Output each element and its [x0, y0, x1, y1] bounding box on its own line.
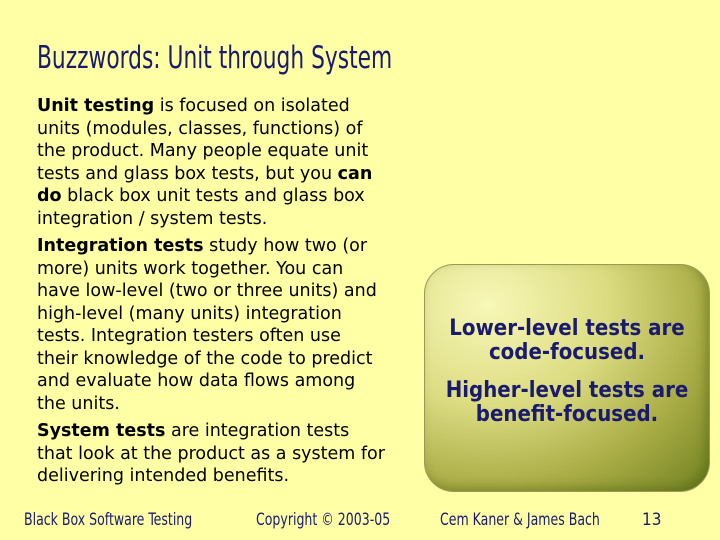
- footer-page-number: 13: [642, 510, 662, 530]
- callout-line: Lower-level tests are: [449, 316, 685, 341]
- paragraph-text: is focused on isolated units (modules, classes, functions) of the product. Many people equate unit tests and glass box tests, but you: [37, 96, 369, 184]
- footer-authors: Cem Kaner & James Bach: [440, 510, 600, 530]
- emphasis-can-do: can do: [37, 163, 373, 206]
- term-system-tests: System tests: [37, 421, 166, 441]
- paragraph-text: black box unit tests and glass box integration / system tests.: [37, 186, 365, 229]
- paragraph-system-tests: [37, 420, 387, 488]
- callout-text: [425, 317, 709, 427]
- callout-line: Higher-level tests are: [445, 378, 689, 403]
- paragraph-text: are integration tests that look at the product as a system for delivering intended benefits.: [37, 421, 385, 486]
- footer-copyright: Copyright © 2003-05: [256, 510, 391, 530]
- paragraph-unit-testing: [37, 95, 387, 230]
- slide-title: Buzzwords: Unit through System: [37, 40, 393, 76]
- callout-line: benefit-focused.: [475, 402, 659, 427]
- callout-box: [424, 264, 710, 492]
- callout-line: code-focused.: [488, 340, 646, 365]
- slide-body: [37, 95, 387, 493]
- callout-spacer: [425, 365, 709, 379]
- footer-course-name: Black Box Software Testing: [24, 510, 193, 530]
- paragraph-text: study how two (or more) units work together. You can have low-level (two or three units) and high-level (many units) integration tests. Integration testers often use their knowledge of the code to predict and evaluate how data flows among the units.: [37, 236, 377, 414]
- paragraph-integration-tests: [37, 235, 387, 415]
- term-integration-tests: Integration tests: [37, 236, 204, 256]
- term-unit-testing: Unit testing: [37, 96, 155, 116]
